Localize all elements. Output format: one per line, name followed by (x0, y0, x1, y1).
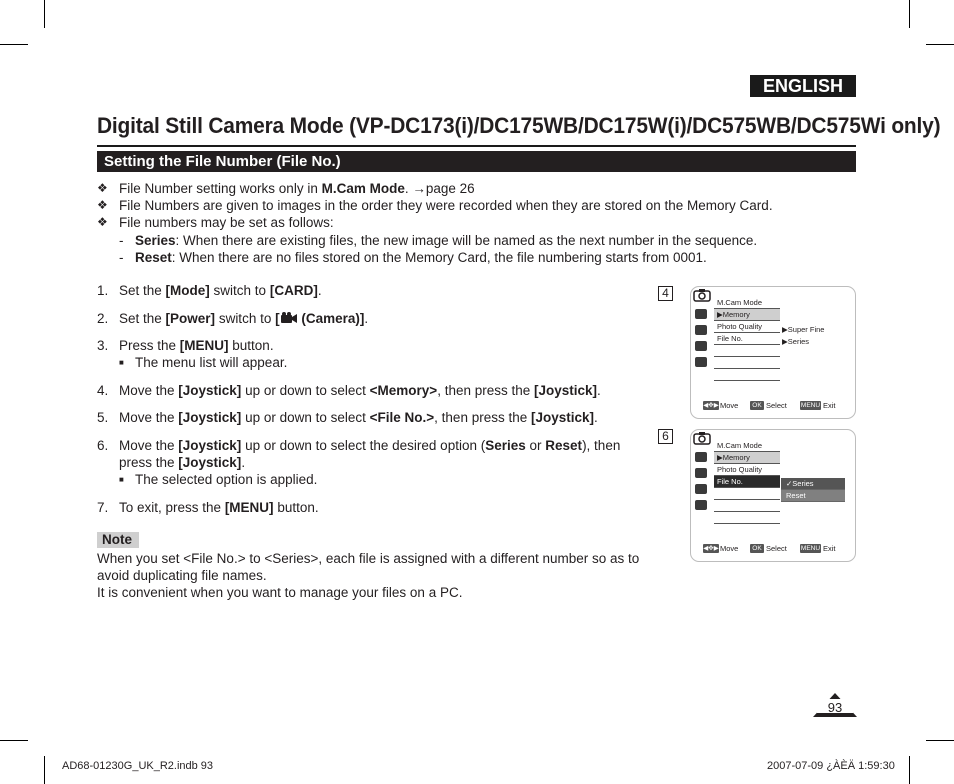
menu-chip: MENU (800, 545, 821, 552)
sub-bullet-reset: - Reset: When there are no files stored on the Memory Card, the file numbering starts from 0001. (119, 249, 707, 265)
crop-mark (926, 740, 954, 741)
language-badge: ENGLISH (750, 75, 856, 97)
step-marker-4: 4 (658, 286, 673, 301)
crop-mark (909, 0, 910, 28)
menu-item-file-no[interactable]: File No. (714, 476, 780, 488)
crop-mark (44, 0, 45, 28)
camera-mode-icon (693, 288, 711, 302)
intro-bullets (97, 180, 857, 266)
menu-list (714, 440, 780, 524)
bullet-item: ❖ File numbers may be set as follows: (97, 215, 334, 231)
menu-item-empty (714, 512, 780, 524)
option-series[interactable]: ✓Series (781, 478, 845, 490)
movie-icon (695, 452, 707, 462)
section-title: Setting the File Number (File No.) (104, 153, 341, 170)
bullet-item: ❖ File Number setting works only in M.Cam Mode. →page 26 (97, 181, 475, 196)
joystick-move-icon: ◀✥▶ (703, 545, 719, 552)
diamond-bullet-icon: ❖ (97, 215, 108, 230)
menu-item-empty (714, 488, 780, 500)
title-divider (97, 145, 856, 147)
menu-list (714, 297, 780, 381)
crop-mark (44, 756, 45, 784)
step-marker-6: 6 (658, 429, 673, 444)
diamond-bullet-icon: ❖ (97, 198, 108, 213)
bullet-item: ❖ File Numbers are given to images in the order they were recorded when they are stored on the Memory Card. (97, 198, 773, 214)
camera-mode-icon (693, 431, 711, 445)
footer-file-info: AD68-01230G_UK_R2.indb 93 (62, 760, 214, 772)
menu-item-empty (714, 369, 780, 381)
lcd-footer: ◀✥▶ Move OK Select MENU Exit (703, 544, 836, 553)
file-no-options (781, 478, 845, 502)
menu-item-mcam-mode[interactable]: M.Cam Mode (714, 297, 780, 309)
menu-item-mcam-mode[interactable]: M.Cam Mode (714, 440, 780, 452)
lcd-screen-step-4 (690, 286, 856, 419)
crop-mark (0, 740, 28, 741)
movie-icon (695, 309, 707, 319)
diamond-bullet-icon: ❖ (97, 181, 108, 195)
ok-chip: OK (750, 401, 764, 410)
menu-item-file-no[interactable]: File No. (714, 333, 780, 345)
menu-item-empty (714, 345, 780, 357)
footer-timestamp: 2007-07-09 ¿ÀÈÄ 1:59:30 (767, 760, 895, 772)
joystick-move-icon: ◀✥▶ (703, 402, 719, 409)
menu-item-photo-quality[interactable]: Photo Quality (714, 464, 780, 476)
crop-mark (909, 756, 910, 784)
settings-gear-icon (695, 357, 707, 367)
memory-icon (695, 468, 707, 478)
lcd-footer: ◀✥▶ Move OK Select MENU Exit (703, 401, 836, 410)
menu-item-photo-quality[interactable]: Photo Quality (714, 321, 780, 333)
crop-mark (0, 44, 28, 45)
menu-item-memory[interactable]: ▶Memory (714, 452, 780, 464)
menu-chip: MENU (800, 402, 821, 409)
display-icon (695, 484, 707, 494)
photo-quality-value: ▶Super Fine (782, 325, 825, 334)
memory-icon (695, 325, 707, 335)
note-label: Note (97, 532, 139, 548)
crop-mark (926, 44, 954, 45)
menu-item-memory[interactable]: ▶Memory (714, 309, 780, 321)
camera-icon (281, 312, 297, 324)
lcd-screen-step-6 (690, 429, 856, 562)
square-bullet-icon: ■ (119, 475, 124, 484)
ok-chip: OK (750, 544, 764, 553)
sub-bullet-series: - Series: When there are existing files, the new image will be named as the next number in the sequence. (119, 232, 758, 248)
menu-item-empty (714, 357, 780, 369)
file-no-value: ▶Series (782, 337, 810, 346)
page-number: 93 (827, 700, 843, 715)
side-icon-column (695, 452, 709, 516)
square-bullet-icon: ■ (119, 358, 124, 367)
page-title: Digital Still Camera Mode (VP-DC173(i)/DC175WB/DC175W(i)/DC575WB/DC575Wi only) (97, 113, 941, 138)
option-reset[interactable]: Reset (781, 490, 845, 502)
menu-item-empty (714, 500, 780, 512)
side-icon-column (695, 309, 709, 373)
settings-gear-icon (695, 500, 707, 510)
note-text: When you set <File No.> to <Series>, each file is assigned with a different number so as to avoid duplicating file names. It is convenient when you want to manage your files on a PC. (97, 551, 640, 601)
display-icon (695, 341, 707, 351)
